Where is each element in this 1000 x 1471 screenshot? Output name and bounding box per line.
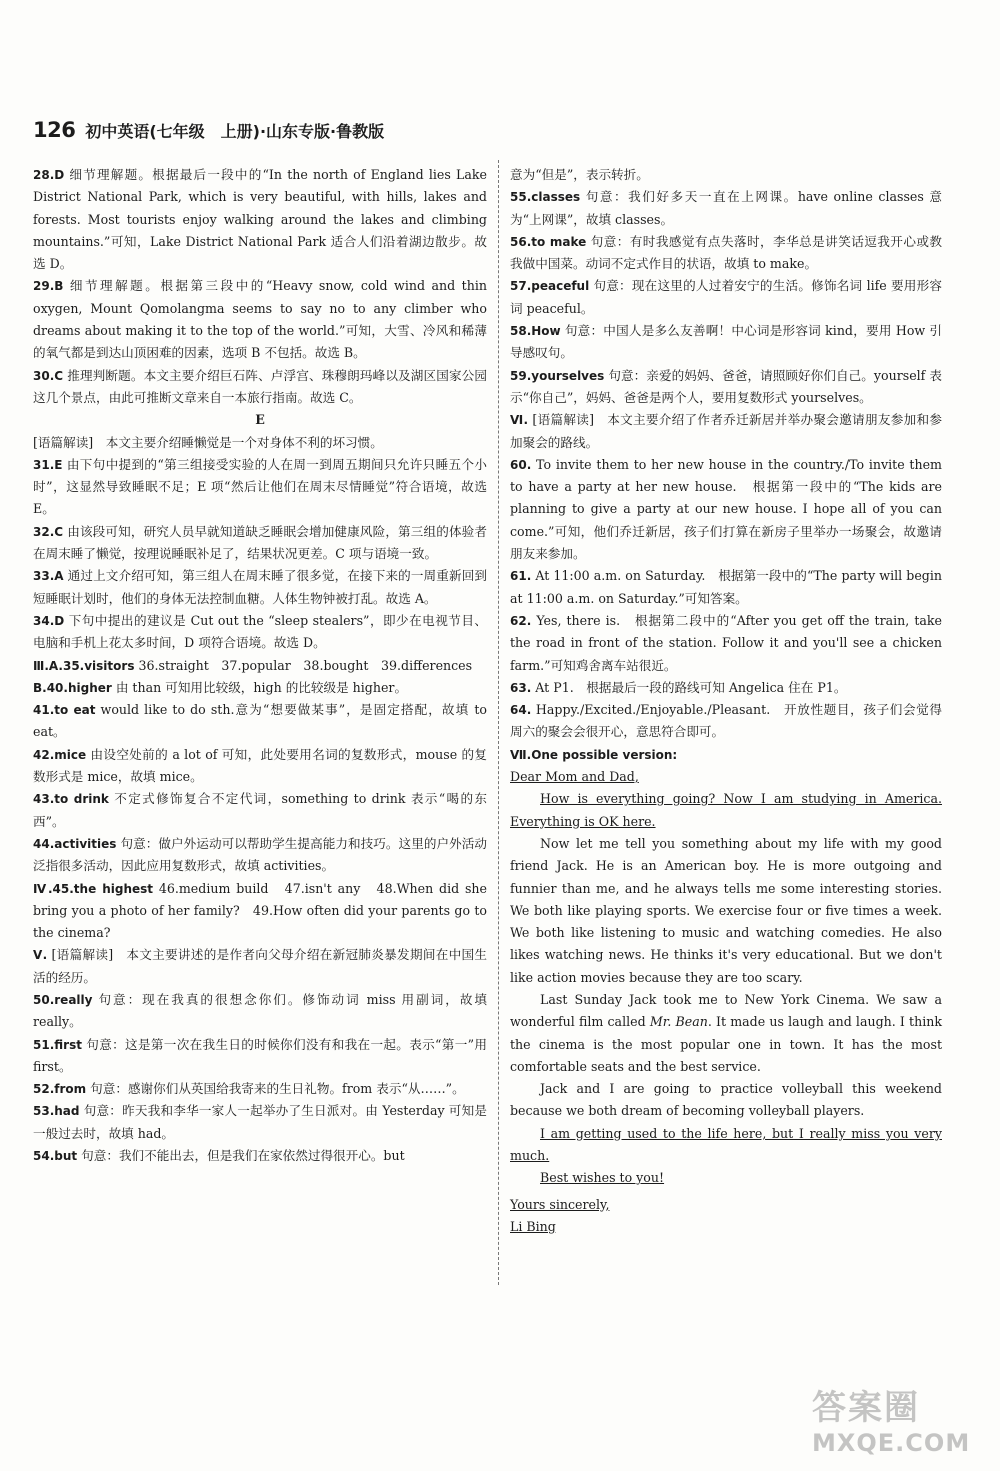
answer-explanation: 意为“但是”，表示转折。 [510,167,649,182]
watermark-main: 答案圈 [812,1388,920,1428]
right-answer-item [510,610,942,677]
right-answer-item [510,275,942,320]
right-answer-item [510,164,942,186]
answer-explanation: would like to do sth.意为“想要做某事”，是固定搭配，故填 to eat。 [33,702,487,740]
left-answer-item [33,655,487,677]
answer-number: 63. [510,680,532,695]
answer-number: 33.A [33,569,64,584]
answer-number: 52.from [33,1082,87,1097]
answer-explanation: 细节理解题。根据最后一段中的“In the north of England lies Lake District National Park, which is very beautiful, with hills, lakes and forests. Most tourists enjoy walking around the lakes and climbing mountains.”可知，Lake District National Park 适合人们沿着湖边散步。故选 D。 [33,167,487,272]
answer-explanation: 不定式修饰复合不定代词，something to drink 表示“喝的东西”。 [33,791,487,829]
left-answer-item [33,565,487,610]
answer-explanation: 由设空处前的 a lot of 可知，此处要用名词的复数形式，mouse 的复数形式是 mice，故填 mice。 [33,746,487,785]
letter-signoff: Yours sincerely, [510,1196,610,1212]
letter-paragraph-1: How is everything going? Now I am studying in America. Everything is OK here. [510,791,942,829]
answer-explanation: 由下句中提到的“第三组接受实验的人在周一到周五期间只允许只睡五个小时”，这显然导致睡眠不足；E 项“然后让他们在周末尽情睡觉”符合语境，故选 E。 [33,456,487,517]
left-answer-item [33,1078,487,1100]
left-answer-item [33,833,487,878]
answer-number: 53.had [33,1104,80,1119]
answer-explanation: [语篇解读] 本文主要介绍睡懒觉是一个对身体不利的坏习惯。 [33,434,383,450]
right-answer-item [510,231,942,276]
letter-paragraph-4: Jack and I are going to practice volleyball this weekend because we both dream of becoming volleyball players. [510,1081,942,1119]
left-answer-item [33,989,487,1034]
page-header [33,118,384,146]
right-answer-item [510,454,942,565]
letter-signature: Li Bing [510,1218,556,1234]
answer-number: 57.peaceful [510,279,590,294]
answer-explanation: 句意：中国人是多么友善啊！中心词是形容词 kind，要用 How 引导感叹句。 [510,323,942,361]
left-answer-item [33,699,487,744]
answer-number: 61. [510,569,532,584]
answer-explanation: 推理判断题。本文主要介绍巨石阵、卢浮宫、珠穆朗玛峰以及湖区国家公园这几个景点，由此可推断文章来自一本旅行指南。故选 C。 [33,367,487,405]
left-answer-item [33,365,487,410]
right-answers [510,164,942,744]
answer-explanation: 句意：感谢你们从英国给我寄来的生日礼物。from 表示“从……”。 [90,1081,465,1097]
left-answer-item [33,164,487,275]
answer-number: 64. [510,703,532,718]
right-answer-item [510,186,942,231]
answer-explanation: At P1. 根据最后一段的路线可知 Angelica 住在 P1。 [535,679,847,695]
answer-number: 32.C [33,524,64,539]
answer-explanation: 句意：这是第一次在我生日的时候你们没有和我在一起。表示“第一”用 first。 [33,1036,487,1074]
answer-explanation: 细节理解题。根据第三段中的“Heavy snow, cold wind and thin oxygen, Mount Qomolangma seems to say no to any climber who dreams about making it to the top of the world.”可知，大雪、冷风和稀薄的氧气都是到达山顶困难的因素，选项 B 不包括。故选 B。 [33,278,487,361]
answer-number: 62. [510,613,532,628]
answer-number: 59.yourselves [510,368,605,383]
left-answer-item [33,432,487,454]
answer-explanation: 通过上文介绍可知，第三组人在周末睡了很多觉，在接下来的一周重新回到短睡眠计划时，他们的身体无法控制血糖。人体生物钟被打乱。故选 A。 [33,568,487,606]
answer-number: 41.to eat [33,703,96,718]
left-answer-item [33,275,487,364]
answer-explanation: [语篇解读] 本文主要介绍了作者乔迁新居并举办聚会邀请朋友参加和参加聚会的路线。 [510,412,943,450]
answer-explanation: Happy./Excited./Enjoyable./Pleasant. 开放性题目，孩子们会觉得周六的聚会会很开心，意思符合即可。 [510,702,942,740]
answer-explanation: 句意：亲爱的妈妈、爸爸，请照顾好你们自己。yourself 表示“你自己”，妈妈、爸爸是两个人，要用复数形式 yourselves。 [510,367,942,405]
answer-number: Ⅵ. [510,413,529,428]
left-answer-item [33,610,487,655]
answer-number: Ⅲ.A.35.visitors [33,658,135,673]
answer-number: 29.B [33,279,64,294]
watermark-sub: MXQE.COM [812,1429,971,1457]
answer-explanation: 46.medium build 47.isn't any 48.When did she bring you a photo of her family? 49.How often did your parents go to the cinema? [33,880,487,941]
answer-explanation: [语篇解读] 本文主要讲述的是作者向父母介绍在新冠肺炎暴发期间在中国生活的经历。 [33,947,487,985]
answer-number: 43.to drink [33,792,109,807]
answer-explanation: 下句中提出的建议是 Cut out the “sleep stealers”，即少在电视节目、电脑和手机上花太多时间，D 项符合语境。故选 D。 [33,612,487,651]
column-divider [498,160,499,1285]
letter-paragraph-5: I am getting used to the life here, but I really miss you very much. [510,1125,942,1164]
answer-explanation: Yes, there is. 根据第二段中的“After you get off the train, take the road in front of the station. Follow it and you'll see a chicken farm.”可知鸡舍离车站很近。 [510,612,942,673]
page-number: 126 [33,118,76,142]
answer-explanation: 句意：有时我感觉有点失落时，李华总是讲笑话逗我开心或教我做中国菜。动词不定式作目的状语，故填 to make。 [510,233,942,272]
right-answer-item [510,565,942,610]
answer-explanation: 句意：做户外运动可以帮助学生提高能力和技巧。这里的户外活动泛指很多活动，因此应用复数形式，故填 activities。 [33,835,487,874]
answer-number: Ⅳ.45.the highest [33,881,154,896]
answer-explanation: 句意：现在我真的很想念你们。修饰动词 miss 用副词，故填 really。 [33,991,487,1030]
model-letter [510,744,942,1239]
answer-number: 55.classes [510,190,581,205]
film-title: Mr. Bean [649,1014,708,1030]
right-answer-item [510,320,942,365]
answer-number: Ⅴ. [33,948,48,963]
answer-explanation: At 11:00 a.m. on Saturday. 根据第一段中的“The party will begin at 11:00 a.m. on Saturday.”可知答案。 [510,568,942,606]
answer-number: 56.to make [510,234,587,249]
right-answer-item [510,365,942,410]
right-column [510,164,942,1238]
answer-number: 51.first [33,1037,82,1052]
answer-number: 58.How [510,324,561,339]
left-answer-item [33,454,487,521]
answer-number: 34.D [33,613,65,628]
book-title: 初中英语(七年级 上册)·山东专版·鲁教版 [85,122,385,141]
answer-number: 54.but [33,1149,78,1164]
answer-explanation: 由该段可知，研究人员早就知道缺乏睡眠会增加健康风险，第三组的体验者在周末睡了懒觉，按理说睡眠补足了，结果状况更差。C 项与语境一致。 [33,523,487,562]
answer-number: 44.activities [33,836,117,851]
letter-paragraph-2: Now let me tell you something about my life with my good friend Jack. He is an American boy. He is more outgoing and funnier than me, and he always tells me some interesting stories. We both like playing sports. We exercise four or five times a week. We both like listening to music and watching comedies. He also likes watching news. He thinks it's very educational. But we don't like action movies because they are too scary. [510,835,942,985]
letter-closing-line: Best wishes to you! [540,1170,665,1186]
right-answer-item [510,409,942,454]
answer-explanation: 句意：我们好多天一直在上网课。have online classes 意为“上网课”，故填 classes。 [510,189,942,227]
letter-paragraph-3: Last Sunday Jack took me to New York Cinema. We saw a wonderful film called Mr. Bean. It made us laugh and laugh. I think the cinema is the most popular one in town. It has the most comfortable seats and the best service. [510,991,942,1074]
answer-explanation: 由 than 可知用比较级，high 的比较级是 higher。 [115,679,408,695]
answer-explanation: 句意：昨天我和李华一家人一起举办了生日派对。由 Yesterday 可知是一般过去时，故填 had。 [33,1103,487,1141]
answer-number: 60. [510,457,532,472]
left-column [33,164,487,1167]
right-answer-item [510,677,942,699]
answer-explanation: To invite them to her new house in the country./To invite them to have a party at her new house. 根据第一段中的“The kids are planning to give a party at our new house. I hope all of you can come.”可知，他们乔迁新居，孩子们打算在新房子里举办一场聚会，故邀请朋友来参加。 [510,456,942,562]
letter-section-label: Ⅶ.One possible version: [510,747,678,762]
left-answer-item [33,677,487,699]
left-answer-item [33,1034,487,1079]
answer-number: 42.mice [33,747,87,762]
answer-explanation: 句意：我们不能出去，但是我们在家依然过得很开心。but [81,1148,405,1164]
left-answer-item [33,521,487,566]
right-answer-item [510,699,942,744]
watermark-logo [812,1380,982,1460]
left-answer-item [33,944,487,989]
left-answer-item [33,1145,487,1167]
left-answer-item [33,744,487,789]
answer-explanation: 36.straight 37.popular 38.bought 39.differences [138,657,473,673]
left-answer-item [33,1100,487,1145]
answer-number: B.40.higher [33,680,112,695]
left-answer-item [33,788,487,833]
answer-explanation: 句意：现在这里的人过着安宁的生活。修饰名词 life 要用形容词 peaceful。 [510,278,942,316]
left-section-heading: E [255,412,265,428]
left-answer-item [33,878,487,945]
answer-number: 28.D [33,168,65,182]
answer-number: 30.C [33,368,64,383]
letter-greeting: Dear Mom and Dad, [510,769,639,785]
answer-number: 50.really [33,992,93,1007]
answer-number: 31.E [33,457,63,472]
